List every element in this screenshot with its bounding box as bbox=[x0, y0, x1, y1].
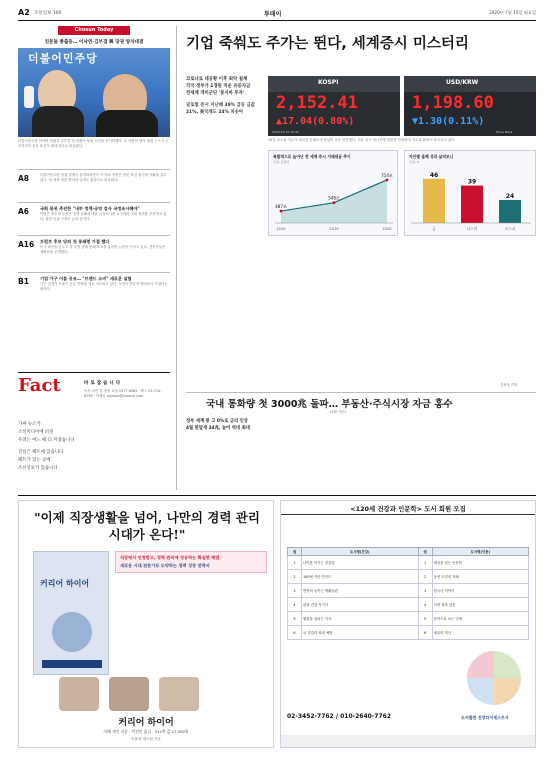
main-intro-text bbox=[186, 136, 262, 236]
deck-line: 전세계 개미군단 '봉지마 투자' bbox=[186, 91, 245, 96]
index-text: 야당은 정부의 부동산 정책 실패에 대한 국정조사를 요구하며 국회 복귀를 추진하고 있다. 관련 특위 구성도 논의 중이다. bbox=[40, 212, 167, 221]
masthead bbox=[18, 8, 536, 18]
ad-phone[interactable]: 02-3452-7762 / 010-2640-7762 bbox=[287, 713, 392, 720]
book-ad[interactable] bbox=[18, 500, 274, 748]
data-label: 24 bbox=[505, 192, 515, 200]
col-header: 도서명(건강) bbox=[302, 548, 419, 556]
second-deck bbox=[186, 418, 266, 432]
table-cell: 1 bbox=[288, 556, 302, 570]
issue-date: 2020년 7월 15일 월요일 bbox=[489, 10, 536, 15]
table-cell: 문학으로 보는 인생 bbox=[432, 612, 528, 626]
fact-body bbox=[84, 421, 170, 485]
usdkrw-value: 1,198.60 bbox=[412, 93, 494, 113]
main-byline: 김성모 기자 bbox=[500, 383, 518, 387]
fact-logo: Fact bbox=[18, 375, 61, 396]
book-cover bbox=[33, 551, 109, 675]
main-body-col-3 bbox=[404, 240, 468, 388]
data-label: 548조 bbox=[328, 195, 340, 201]
photo-headline: 친문들 총출동… 이낙연·김부겸 與 당권 양자대결 bbox=[44, 40, 144, 45]
deck-sub: 글로벌 증시 지난해 39% 급등 금값 21%, 美국채도 24% 치솟아 bbox=[186, 103, 256, 115]
main-body-col-1 bbox=[268, 240, 332, 388]
fact-line: 진실은 팩트에 있습니다 bbox=[18, 450, 64, 455]
index-page: B1 bbox=[18, 277, 29, 286]
table-row bbox=[288, 626, 529, 640]
ad-terms bbox=[287, 649, 437, 689]
tick-label: 2019 bbox=[329, 227, 339, 231]
index-page: A6 bbox=[18, 207, 30, 216]
ad-tagline-blue: 새로운 시대 전문가로 도약하는 경력 성장 전략서 bbox=[120, 563, 210, 568]
table-cell: 면역력 높이는 생활습관 bbox=[302, 584, 419, 598]
table-cell: 동양 고전의 지혜 bbox=[432, 570, 528, 584]
kospi-photo bbox=[268, 76, 400, 136]
health-book-ad[interactable] bbox=[280, 500, 536, 748]
index-text: 가구 업계가 브랜드 공유 전략을 새로 시도하고 있다. 소비자 반응이 예상보다 뜨겁다는 평가다. bbox=[40, 282, 168, 291]
data-label: 714조 bbox=[381, 172, 393, 178]
table-cell: 세상을 읽는 인문학 bbox=[432, 556, 528, 570]
tick-label: 나스닥 bbox=[466, 226, 478, 231]
deck-line: 각국 정부가 1경원 치운 유동자금 bbox=[186, 84, 251, 89]
index-item-a16[interactable] bbox=[18, 235, 170, 269]
tick-label: 2010 bbox=[276, 227, 286, 231]
usdkrw-change: ▼1.30(0.11%) bbox=[412, 116, 485, 127]
table-row bbox=[288, 570, 529, 584]
table-cell: 3 bbox=[288, 584, 302, 598]
fact-line: 가짜 뉴스가 bbox=[18, 422, 41, 427]
market-photo-caption: 15일 코스피 지수가 외국인 순매수에 힘입어 상승 마감했다. 서울 중구 하나은행 딜링룸 전광판에 지수와 환율이 표시되어 있다. bbox=[268, 138, 456, 142]
index-text: 더불어민주당 당권 경쟁이 본격화되면서 각 후보 진영은 친문 표심 잡기에 사활을 걸고 있다. 당 대표 선출 방식과 일정도 관심사로 떠올랐다. bbox=[40, 173, 167, 182]
table-cell: 뇌 건강과 치매 예방 bbox=[302, 626, 419, 640]
usdkrw-label: USD/KRW bbox=[446, 79, 479, 86]
table-cell: 100세 식단 가이드 bbox=[302, 570, 419, 584]
market-photos bbox=[268, 76, 536, 136]
index-text: 미국 대선을 앞두고 각 주별 경제 봉쇄 조치를 둘러싼 논란이 커지고 있다. 전문가들은 재확산을 우려했다. bbox=[40, 245, 166, 254]
table-cell: 4 bbox=[288, 598, 302, 612]
main-headline: 기업 죽쒀도 주가는 뛴다, 세계증시 미스터리 bbox=[186, 36, 469, 52]
table-cell: 4 bbox=[418, 598, 432, 612]
ad-tagline-red: 직장에서 인정받고, 경력 관리에 성공하는 확실한 해법 bbox=[120, 555, 220, 560]
page-number: A2 bbox=[18, 8, 30, 17]
bar bbox=[423, 179, 445, 223]
table-row bbox=[288, 584, 529, 598]
second-headline: 국내 통화량 첫 3000兆 돌파… 부동산·주식시장 자금 홍수 bbox=[206, 399, 453, 410]
chart-unit: 단위: % bbox=[409, 160, 420, 164]
data-point bbox=[386, 179, 389, 182]
bank-label: Hana Bank bbox=[496, 130, 513, 134]
table-row bbox=[288, 556, 529, 570]
deck-line: 코로나로 대공황 이후 최악 침체 bbox=[186, 77, 248, 82]
table-cell: 한국사 이야기 bbox=[432, 584, 528, 598]
fact-subtitle: 바로잡습니다 bbox=[84, 381, 123, 386]
table-cell: 예술의 역사 bbox=[432, 626, 528, 640]
ad-title-bar bbox=[281, 501, 535, 515]
asset-plot bbox=[409, 165, 533, 235]
data-label: 46 bbox=[429, 171, 439, 179]
col-header: 권 bbox=[288, 548, 302, 556]
table-cell: 서양 철학 입문 bbox=[432, 598, 528, 612]
ad-publisher: 도서출판 건강다이제스트사 bbox=[461, 715, 509, 720]
table-cell: 관절 건강 지키기 bbox=[302, 598, 419, 612]
second-col-0 bbox=[186, 436, 266, 490]
ad-book-title: 커리어 하이어 bbox=[118, 718, 174, 728]
chart-title: 자산별 올해 성과 살펴보니 bbox=[409, 154, 454, 159]
main-body-col-2 bbox=[336, 240, 400, 388]
second-sub: (5월 기준) bbox=[330, 410, 346, 414]
section-title: 투데이 bbox=[264, 11, 282, 18]
photo-placard: 더불어민주당 bbox=[28, 52, 98, 65]
second-col-1 bbox=[270, 418, 334, 490]
table-row bbox=[288, 598, 529, 612]
main-body-col-0 bbox=[186, 240, 262, 388]
ad-quote: "이제 직장생활을 넘어, 나만의 경력 관리 시대가 온다!" bbox=[34, 510, 260, 542]
col-header: 권 bbox=[418, 548, 432, 556]
table-cell: 나이를 이기는 건강법 bbox=[302, 556, 419, 570]
table-cell: 5 bbox=[288, 612, 302, 626]
asset-chart bbox=[404, 150, 536, 236]
main-body-col-4 bbox=[472, 240, 536, 380]
table-cell: 2 bbox=[418, 570, 432, 584]
turnover-chart bbox=[268, 150, 398, 236]
chosun-today-banner: Chosun Today bbox=[58, 26, 130, 35]
bar bbox=[461, 186, 483, 223]
data-label: 39 bbox=[467, 178, 477, 186]
table-cell: 5 bbox=[418, 612, 432, 626]
index-page: A8 bbox=[18, 174, 30, 183]
kospi-label: KOSPI bbox=[318, 79, 339, 86]
table-cell: 6 bbox=[288, 626, 302, 640]
table-cell: 혈관을 살리는 식사 bbox=[302, 612, 419, 626]
fact-line: 소셜미디어에 퍼질 bbox=[18, 430, 54, 435]
photo-caption: 더불어민주당 이낙연 의원과 김부겸 전 의원이 당권 도전을 공식화했다. 두 사람의 양자 대결 구도가 굳어지면서 친문 표심이 최대 변수로 떠올랐다. bbox=[18, 139, 169, 148]
ad-author: 이용희·정도원 지음 bbox=[130, 737, 162, 741]
index-page: A16 bbox=[18, 240, 35, 249]
politicians-photo bbox=[18, 48, 170, 137]
ad-footer: 이혜 개인 지음 · 박선민 옮김 · 312쪽 값 17,000원 bbox=[103, 729, 189, 734]
table-row bbox=[288, 612, 529, 626]
table-cell: 2 bbox=[288, 570, 302, 584]
fact-slogan bbox=[18, 421, 82, 473]
tick-label: 금 bbox=[432, 226, 436, 231]
ad-intro bbox=[287, 519, 529, 545]
book-cover-title: 커리어 하이어 bbox=[40, 579, 90, 588]
index-title: 기업 가구 이름 공유… "브랜드 소비" 새로운 실험 bbox=[40, 276, 132, 281]
fact-line: 우려는 여느 때 더 커졌습니다 bbox=[18, 438, 75, 443]
left-column bbox=[18, 26, 170, 304]
kospi-time: 2020.07.15 15:30 bbox=[272, 130, 299, 134]
data-point bbox=[280, 210, 283, 213]
second-col-4 bbox=[474, 418, 536, 490]
second-col-2 bbox=[338, 418, 402, 490]
table-cell: 6 bbox=[418, 626, 432, 640]
fact-contact: 독자 의견 및 정정 요청 1577-8585 · 팩스 02-724-6299 · 이메일 opinion@chosun.com bbox=[84, 389, 162, 398]
index-item-a6[interactable] bbox=[18, 202, 170, 232]
ad-tagline bbox=[115, 551, 267, 573]
index-item-b1[interactable] bbox=[18, 272, 170, 304]
kospi-value: 2,152.41 bbox=[276, 93, 358, 113]
turnover-plot bbox=[273, 165, 395, 235]
usdkrw-photo bbox=[404, 76, 536, 136]
fact-line: 조선일보가 있습니다 bbox=[18, 466, 58, 471]
deck-line: 정부 세계 통 고 0%로 금리 인상 bbox=[186, 419, 248, 424]
kospi-change: ▲17.04(0.80%) bbox=[276, 116, 355, 127]
col-header: 도서명(인문) bbox=[432, 548, 528, 556]
fact-box bbox=[18, 372, 170, 488]
paper-name: 조선일보 100 bbox=[34, 11, 62, 16]
main-deck bbox=[186, 76, 262, 116]
tick-label: 코스피 bbox=[504, 226, 516, 231]
index-item-a8[interactable] bbox=[18, 169, 170, 199]
index-title: 트럼프 후보 당의 첫 봉쇄령 가결 했다 bbox=[40, 239, 110, 244]
table-cell: 3 bbox=[418, 584, 432, 598]
bar bbox=[499, 200, 521, 223]
fact-line: 팩트가 있는 곳에 bbox=[18, 458, 51, 463]
second-col-3 bbox=[406, 418, 470, 490]
book-list-table bbox=[287, 547, 529, 640]
ad-bottom-strip bbox=[281, 735, 535, 747]
index-title: 국회 복귀 추진한 "내부 정책·공약 검사 국정조사해야" bbox=[40, 206, 140, 211]
deck-line: 4월 한달새 34兆, 늘어 역대 최대 bbox=[186, 426, 250, 431]
chart-unit: 단위: 조달러 bbox=[273, 160, 290, 164]
data-point bbox=[333, 201, 336, 204]
author-photos bbox=[59, 677, 235, 711]
ad-title: <120세 건강과 인문학> 도서 회원 모집 bbox=[350, 505, 466, 513]
tick-label: 2020 bbox=[382, 227, 392, 231]
data-label: 487조 bbox=[275, 204, 287, 210]
ad-body bbox=[115, 577, 267, 673]
chart-title: 폭발적으로 늘어난 전 세계 증시 거래대금 추이 bbox=[273, 154, 351, 159]
table-cell: 1 bbox=[418, 556, 432, 570]
ad-circle-graphic bbox=[467, 651, 521, 705]
